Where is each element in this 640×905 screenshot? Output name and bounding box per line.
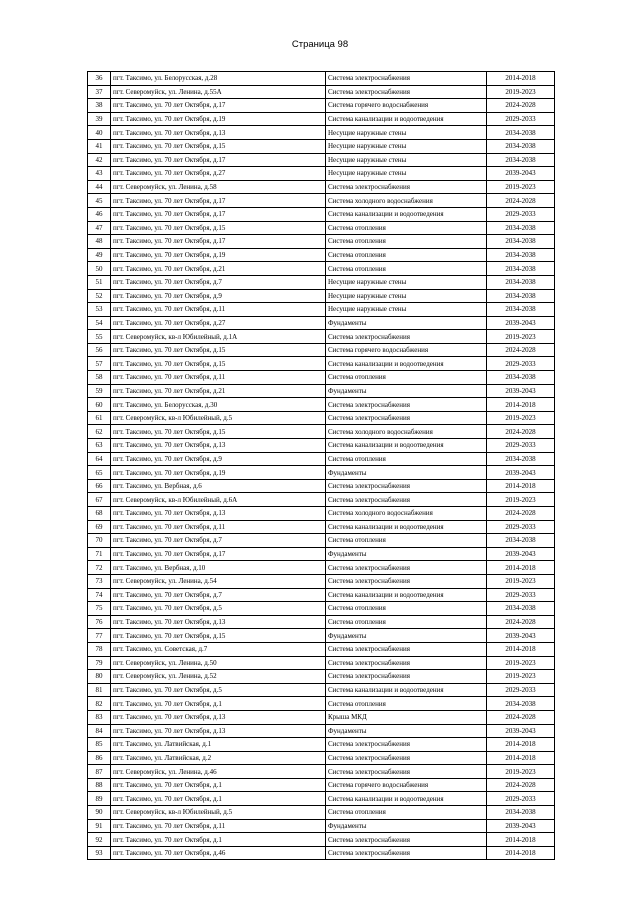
row-number-cell: 85 bbox=[88, 738, 111, 752]
table-row bbox=[88, 167, 555, 181]
address-cell: пгт. Таксимо, ул. 70 лет Октября, д.15 bbox=[111, 221, 326, 235]
row-number-cell: 74 bbox=[88, 588, 111, 602]
period-cell: 2034-2038 bbox=[487, 452, 555, 466]
system-cell: Система отопления bbox=[326, 262, 487, 276]
row-number-cell: 56 bbox=[88, 343, 111, 357]
period-cell: 2024-2028 bbox=[487, 507, 555, 521]
period-cell: 2039-2043 bbox=[487, 316, 555, 330]
table-row bbox=[88, 303, 555, 317]
address-cell: пгт. Таксимо, ул. 70 лет Октября, д.11 bbox=[111, 520, 326, 534]
period-cell: 2039-2043 bbox=[487, 466, 555, 480]
row-number-cell: 66 bbox=[88, 479, 111, 493]
row-number-cell: 57 bbox=[88, 357, 111, 371]
table-row bbox=[88, 765, 555, 779]
row-number-cell: 47 bbox=[88, 221, 111, 235]
table-row bbox=[88, 656, 555, 670]
address-cell: пгт. Таксимо, ул. 70 лет Октября, д.27 bbox=[111, 316, 326, 330]
period-cell: 2034-2038 bbox=[487, 262, 555, 276]
system-cell: Система горячего водоснабжения bbox=[326, 99, 487, 113]
address-cell: пгт. Таксимо, ул. 70 лет Октября, д.15 bbox=[111, 357, 326, 371]
address-cell: пгт. Северомуйск, кв-л Юбилейный, д.5 bbox=[111, 806, 326, 820]
system-cell: Система отопления bbox=[326, 452, 487, 466]
system-cell: Система электроснабжения bbox=[326, 846, 487, 860]
row-number-cell: 79 bbox=[88, 656, 111, 670]
address-cell: пгт. Таксимо, ул. Советская, д.7 bbox=[111, 642, 326, 656]
row-number-cell: 48 bbox=[88, 235, 111, 249]
row-number-cell: 55 bbox=[88, 330, 111, 344]
table-row bbox=[88, 507, 555, 521]
period-cell: 2039-2043 bbox=[487, 819, 555, 833]
system-cell: Несущие наружные стены bbox=[326, 275, 487, 289]
table-row bbox=[88, 697, 555, 711]
system-cell: Система канализации и водоотведения bbox=[326, 520, 487, 534]
table-row bbox=[88, 534, 555, 548]
table-row bbox=[88, 112, 555, 126]
period-cell: 2014-2018 bbox=[487, 72, 555, 86]
table-row bbox=[88, 99, 555, 113]
period-cell: 2014-2018 bbox=[487, 561, 555, 575]
address-cell: пгт. Таксимо, ул. 70 лет Октября, д.19 bbox=[111, 466, 326, 480]
row-number-cell: 75 bbox=[88, 602, 111, 616]
row-number-cell: 64 bbox=[88, 452, 111, 466]
table-row bbox=[88, 262, 555, 276]
address-cell: пгт. Таксимо, ул. Вербная, д.10 bbox=[111, 561, 326, 575]
period-cell: 2039-2043 bbox=[487, 724, 555, 738]
table-row bbox=[88, 289, 555, 303]
system-cell: Несущие наружные стены bbox=[326, 289, 487, 303]
table-row bbox=[88, 439, 555, 453]
system-cell: Система электроснабжения bbox=[326, 574, 487, 588]
period-cell: 2034-2038 bbox=[487, 248, 555, 262]
table-row bbox=[88, 833, 555, 847]
system-cell: Система канализации и водоотведения bbox=[326, 439, 487, 453]
row-number-cell: 51 bbox=[88, 275, 111, 289]
address-cell: пгт. Таксимо, ул. Белорусская, д.30 bbox=[111, 398, 326, 412]
table-row bbox=[88, 574, 555, 588]
address-cell: пгт. Таксимо, ул. 70 лет Октября, д.5 bbox=[111, 602, 326, 616]
row-number-cell: 40 bbox=[88, 126, 111, 140]
system-cell: Система электроснабжения bbox=[326, 561, 487, 575]
table-row bbox=[88, 738, 555, 752]
system-cell: Система электроснабжения bbox=[326, 670, 487, 684]
period-cell: 2039-2043 bbox=[487, 547, 555, 561]
period-cell: 2024-2028 bbox=[487, 194, 555, 208]
table-row bbox=[88, 602, 555, 616]
system-cell: Несущие наружные стены bbox=[326, 153, 487, 167]
system-cell: Система канализации и водоотведения bbox=[326, 207, 487, 221]
period-cell: 2034-2038 bbox=[487, 371, 555, 385]
address-cell: пгт. Северомуйск, ул. Ленина, д.52 bbox=[111, 670, 326, 684]
system-cell: Система горячего водоснабжения bbox=[326, 343, 487, 357]
period-cell: 2019-2023 bbox=[487, 411, 555, 425]
system-cell: Система электроснабжения bbox=[326, 833, 487, 847]
address-cell: пгт. Таксимо, ул. 70 лет Октября, д.1 bbox=[111, 833, 326, 847]
period-cell: 2029-2033 bbox=[487, 683, 555, 697]
address-cell: пгт. Таксимо, ул. 70 лет Октября, д.7 bbox=[111, 275, 326, 289]
period-cell: 2039-2043 bbox=[487, 384, 555, 398]
system-cell: Система холодного водоснабжения bbox=[326, 425, 487, 439]
address-cell: пгт. Таксимо, ул. 70 лет Октября, д.1 bbox=[111, 792, 326, 806]
row-number-cell: 42 bbox=[88, 153, 111, 167]
address-cell: пгт. Таксимо, ул. 70 лет Октября, д.7 bbox=[111, 534, 326, 548]
table-row bbox=[88, 642, 555, 656]
row-number-cell: 37 bbox=[88, 85, 111, 99]
period-cell: 2029-2033 bbox=[487, 112, 555, 126]
period-cell: 2019-2023 bbox=[487, 574, 555, 588]
row-number-cell: 68 bbox=[88, 507, 111, 521]
period-cell: 2024-2028 bbox=[487, 615, 555, 629]
system-cell: Система холодного водоснабжения bbox=[326, 194, 487, 208]
address-cell: пгт. Северомуйск, ул. Ленина, д.50 bbox=[111, 656, 326, 670]
table-row bbox=[88, 479, 555, 493]
table-row bbox=[88, 724, 555, 738]
period-cell: 2019-2023 bbox=[487, 656, 555, 670]
table-row bbox=[88, 629, 555, 643]
system-cell: Система электроснабжения bbox=[326, 330, 487, 344]
period-cell: 2019-2023 bbox=[487, 765, 555, 779]
table-row bbox=[88, 846, 555, 860]
address-cell: пгт. Таксимо, ул. 70 лет Октября, д.9 bbox=[111, 289, 326, 303]
table-row bbox=[88, 180, 555, 194]
period-cell: 2014-2018 bbox=[487, 751, 555, 765]
row-number-cell: 46 bbox=[88, 207, 111, 221]
table-row bbox=[88, 778, 555, 792]
address-cell: пгт. Таксимо, ул. 70 лет Октября, д.17 bbox=[111, 207, 326, 221]
period-cell: 2014-2018 bbox=[487, 738, 555, 752]
address-cell: пгт. Таксимо, ул. 70 лет Октября, д.15 bbox=[111, 629, 326, 643]
row-number-cell: 77 bbox=[88, 629, 111, 643]
table-row bbox=[88, 547, 555, 561]
system-cell: Система электроснабжения bbox=[326, 180, 487, 194]
period-cell: 2034-2038 bbox=[487, 153, 555, 167]
row-number-cell: 43 bbox=[88, 167, 111, 181]
address-cell: пгт. Северомуйск, ул. Ленина, д.54 bbox=[111, 574, 326, 588]
period-cell: 2019-2023 bbox=[487, 85, 555, 99]
address-cell: пгт. Таксимо, ул. 70 лет Октября, д.13 bbox=[111, 439, 326, 453]
row-number-cell: 61 bbox=[88, 411, 111, 425]
row-number-cell: 92 bbox=[88, 833, 111, 847]
table-row bbox=[88, 819, 555, 833]
address-cell: пгт. Таксимо, ул. 70 лет Октября, д.13 bbox=[111, 507, 326, 521]
address-cell: пгт. Северомуйск, ул. Ленина, д.46 bbox=[111, 765, 326, 779]
system-cell: Система отопления bbox=[326, 371, 487, 385]
period-cell: 2034-2038 bbox=[487, 221, 555, 235]
table-row bbox=[88, 371, 555, 385]
row-number-cell: 62 bbox=[88, 425, 111, 439]
period-cell: 2034-2038 bbox=[487, 139, 555, 153]
period-cell: 2019-2023 bbox=[487, 330, 555, 344]
period-cell: 2034-2038 bbox=[487, 602, 555, 616]
row-number-cell: 65 bbox=[88, 466, 111, 480]
table-row bbox=[88, 561, 555, 575]
row-number-cell: 41 bbox=[88, 139, 111, 153]
address-cell: пгт. Северомуйск, ул. Ленина, д.55А bbox=[111, 85, 326, 99]
address-cell: пгт. Таксимо, ул. 70 лет Октября, д.11 bbox=[111, 819, 326, 833]
system-cell: Система электроснабжения bbox=[326, 398, 487, 412]
table-row bbox=[88, 235, 555, 249]
row-number-cell: 89 bbox=[88, 792, 111, 806]
row-number-cell: 63 bbox=[88, 439, 111, 453]
period-cell: 2014-2018 bbox=[487, 479, 555, 493]
address-cell: пгт. Таксимо, ул. 70 лет Октября, д.19 bbox=[111, 112, 326, 126]
period-cell: 2034-2038 bbox=[487, 697, 555, 711]
address-cell: пгт. Таксимо, ул. 70 лет Октября, д.19 bbox=[111, 248, 326, 262]
row-number-cell: 88 bbox=[88, 778, 111, 792]
address-cell: пгт. Таксимо, ул. 70 лет Октября, д.17 bbox=[111, 547, 326, 561]
period-cell: 2024-2028 bbox=[487, 99, 555, 113]
row-number-cell: 72 bbox=[88, 561, 111, 575]
table-row bbox=[88, 792, 555, 806]
period-cell: 2034-2038 bbox=[487, 126, 555, 140]
system-cell: Фундаменты bbox=[326, 316, 487, 330]
row-number-cell: 86 bbox=[88, 751, 111, 765]
system-cell: Фундаменты bbox=[326, 547, 487, 561]
system-cell: Система отопления bbox=[326, 248, 487, 262]
system-cell: Несущие наружные стены bbox=[326, 139, 487, 153]
table-row bbox=[88, 683, 555, 697]
table-row bbox=[88, 670, 555, 684]
system-cell: Система отопления bbox=[326, 534, 487, 548]
address-cell: пгт. Таксимо, ул. 70 лет Октября, д.15 bbox=[111, 343, 326, 357]
system-cell: Система канализации и водоотведения bbox=[326, 112, 487, 126]
row-number-cell: 67 bbox=[88, 493, 111, 507]
table-row bbox=[88, 343, 555, 357]
table-row bbox=[88, 248, 555, 262]
period-cell: 2029-2033 bbox=[487, 588, 555, 602]
system-cell: Крыша МКД bbox=[326, 710, 487, 724]
system-cell: Система отопления bbox=[326, 615, 487, 629]
period-cell: 2029-2033 bbox=[487, 792, 555, 806]
address-cell: пгт. Северомуйск, ул. Ленина, д.58 bbox=[111, 180, 326, 194]
table-row bbox=[88, 615, 555, 629]
address-cell: пгт. Таксимо, ул. 70 лет Октября, д.13 bbox=[111, 615, 326, 629]
table-row bbox=[88, 330, 555, 344]
period-cell: 2029-2033 bbox=[487, 357, 555, 371]
row-number-cell: 78 bbox=[88, 642, 111, 656]
period-cell: 2034-2038 bbox=[487, 534, 555, 548]
period-cell: 2029-2033 bbox=[487, 207, 555, 221]
table-row bbox=[88, 194, 555, 208]
row-number-cell: 81 bbox=[88, 683, 111, 697]
row-number-cell: 71 bbox=[88, 547, 111, 561]
system-cell: Система канализации и водоотведения bbox=[326, 683, 487, 697]
system-cell: Несущие наружные стены bbox=[326, 303, 487, 317]
period-cell: 2019-2023 bbox=[487, 180, 555, 194]
table-row bbox=[88, 411, 555, 425]
system-cell: Система электроснабжения bbox=[326, 765, 487, 779]
repair-schedule-table bbox=[87, 71, 555, 860]
address-cell: пгт. Таксимо, ул. Белорусская, д.28 bbox=[111, 72, 326, 86]
period-cell: 2014-2018 bbox=[487, 642, 555, 656]
table-row bbox=[88, 806, 555, 820]
system-cell: Система электроснабжения bbox=[326, 85, 487, 99]
row-number-cell: 73 bbox=[88, 574, 111, 588]
address-cell: пгт. Таксимо, ул. 70 лет Октября, д.11 bbox=[111, 303, 326, 317]
address-cell: пгт. Таксимо, ул. 70 лет Октября, д.15 bbox=[111, 139, 326, 153]
system-cell: Система электроснабжения bbox=[326, 738, 487, 752]
address-cell: пгт. Таксимо, ул. 70 лет Октября, д.17 bbox=[111, 99, 326, 113]
row-number-cell: 53 bbox=[88, 303, 111, 317]
system-cell: Фундаменты bbox=[326, 466, 487, 480]
row-number-cell: 80 bbox=[88, 670, 111, 684]
row-number-cell: 91 bbox=[88, 819, 111, 833]
address-cell: пгт. Таксимо, ул. 70 лет Октября, д.21 bbox=[111, 384, 326, 398]
system-cell: Система отопления bbox=[326, 806, 487, 820]
table-row bbox=[88, 153, 555, 167]
address-cell: пгт. Таксимо, ул. Вербная, д.6 bbox=[111, 479, 326, 493]
period-cell: 2019-2023 bbox=[487, 493, 555, 507]
address-cell: пгт. Таксимо, ул. 70 лет Октября, д.1 bbox=[111, 778, 326, 792]
period-cell: 2034-2038 bbox=[487, 275, 555, 289]
system-cell: Фундаменты bbox=[326, 629, 487, 643]
system-cell: Фундаменты bbox=[326, 384, 487, 398]
table-row bbox=[88, 85, 555, 99]
table-row bbox=[88, 139, 555, 153]
period-cell: 2024-2028 bbox=[487, 778, 555, 792]
period-cell: 2034-2038 bbox=[487, 235, 555, 249]
system-cell: Система канализации и водоотведения bbox=[326, 588, 487, 602]
system-cell: Фундаменты bbox=[326, 819, 487, 833]
table-row bbox=[88, 493, 555, 507]
address-cell: пгт. Таксимо, ул. Латвийская, д.1 bbox=[111, 738, 326, 752]
system-cell: Система электроснабжения bbox=[326, 72, 487, 86]
row-number-cell: 38 bbox=[88, 99, 111, 113]
system-cell: Система электроснабжения bbox=[326, 751, 487, 765]
system-cell: Система электроснабжения bbox=[326, 642, 487, 656]
address-cell: пгт. Таксимо, ул. 70 лет Октября, д.9 bbox=[111, 452, 326, 466]
period-cell: 2034-2038 bbox=[487, 303, 555, 317]
row-number-cell: 87 bbox=[88, 765, 111, 779]
system-cell: Система электроснабжения bbox=[326, 479, 487, 493]
table-row bbox=[88, 588, 555, 602]
system-cell: Система электроснабжения bbox=[326, 411, 487, 425]
period-cell: 2024-2028 bbox=[487, 425, 555, 439]
period-cell: 2014-2018 bbox=[487, 846, 555, 860]
row-number-cell: 76 bbox=[88, 615, 111, 629]
system-cell: Система отопления bbox=[326, 221, 487, 235]
table-row bbox=[88, 126, 555, 140]
table-row bbox=[88, 207, 555, 221]
row-number-cell: 49 bbox=[88, 248, 111, 262]
system-cell: Система электроснабжения bbox=[326, 656, 487, 670]
address-cell: пгт. Северомуйск, кв-л Юбилейный, д.6А bbox=[111, 493, 326, 507]
period-cell: 2039-2043 bbox=[487, 167, 555, 181]
system-cell: Фундаменты bbox=[326, 724, 487, 738]
system-cell: Система канализации и водоотведения bbox=[326, 357, 487, 371]
table-row bbox=[88, 72, 555, 86]
period-cell: 2014-2018 bbox=[487, 833, 555, 847]
system-cell: Несущие наружные стены bbox=[326, 126, 487, 140]
address-cell: пгт. Таксимо, ул. 70 лет Октября, д.17 bbox=[111, 153, 326, 167]
period-cell: 2024-2028 bbox=[487, 710, 555, 724]
address-cell: пгт. Таксимо, ул. 70 лет Октября, д.13 bbox=[111, 710, 326, 724]
system-cell: Несущие наружные стены bbox=[326, 167, 487, 181]
table-body bbox=[88, 72, 555, 860]
address-cell: пгт. Таксимо, ул. 70 лет Октября, д.15 bbox=[111, 425, 326, 439]
address-cell: пгт. Таксимо, ул. 70 лет Октября, д.21 bbox=[111, 262, 326, 276]
row-number-cell: 50 bbox=[88, 262, 111, 276]
system-cell: Система электроснабжения bbox=[326, 493, 487, 507]
system-cell: Система холодного водоснабжения bbox=[326, 507, 487, 521]
table-row bbox=[88, 384, 555, 398]
period-cell: 2034-2038 bbox=[487, 806, 555, 820]
table-row bbox=[88, 275, 555, 289]
page-header: Страница 98 bbox=[291, 39, 349, 50]
table-row bbox=[88, 221, 555, 235]
period-cell: 2024-2028 bbox=[487, 343, 555, 357]
row-number-cell: 52 bbox=[88, 289, 111, 303]
address-cell: пгт. Северомуйск, кв-л Юбилейный, д.1А bbox=[111, 330, 326, 344]
table-row bbox=[88, 425, 555, 439]
table-row bbox=[88, 316, 555, 330]
row-number-cell: 45 bbox=[88, 194, 111, 208]
table-row bbox=[88, 520, 555, 534]
row-number-cell: 36 bbox=[88, 72, 111, 86]
system-cell: Система канализации и водоотведения bbox=[326, 792, 487, 806]
row-number-cell: 60 bbox=[88, 398, 111, 412]
address-cell: пгт. Таксимо, ул. 70 лет Октября, д.17 bbox=[111, 235, 326, 249]
period-cell: 2039-2043 bbox=[487, 629, 555, 643]
address-cell: пгт. Таксимо, ул. 70 лет Октября, д.7 bbox=[111, 588, 326, 602]
period-cell: 2029-2033 bbox=[487, 439, 555, 453]
address-cell: пгт. Таксимо, ул. 70 лет Октября, д.13 bbox=[111, 126, 326, 140]
system-cell: Система отопления bbox=[326, 697, 487, 711]
period-cell: 2014-2018 bbox=[487, 398, 555, 412]
system-cell: Система отопления bbox=[326, 235, 487, 249]
address-cell: пгт. Таксимо, ул. Латвийская, д.2 bbox=[111, 751, 326, 765]
table-row bbox=[88, 751, 555, 765]
table-row bbox=[88, 357, 555, 371]
row-number-cell: 69 bbox=[88, 520, 111, 534]
table-row bbox=[88, 452, 555, 466]
address-cell: пгт. Таксимо, ул. 70 лет Октября, д.46 bbox=[111, 846, 326, 860]
row-number-cell: 84 bbox=[88, 724, 111, 738]
address-cell: пгт. Таксимо, ул. 70 лет Октября, д.17 bbox=[111, 194, 326, 208]
table-row bbox=[88, 466, 555, 480]
address-cell: пгт. Таксимо, ул. 70 лет Октября, д.1 bbox=[111, 697, 326, 711]
row-number-cell: 59 bbox=[88, 384, 111, 398]
address-cell: пгт. Таксимо, ул. 70 лет Октября, д.11 bbox=[111, 371, 326, 385]
period-cell: 2019-2023 bbox=[487, 670, 555, 684]
row-number-cell: 90 bbox=[88, 806, 111, 820]
table-row bbox=[88, 398, 555, 412]
row-number-cell: 82 bbox=[88, 697, 111, 711]
address-cell: пгт. Северомуйск, кв-л Юбилейный, д.5 bbox=[111, 411, 326, 425]
address-cell: пгт. Таксимо, ул. 70 лет Октября, д.27 bbox=[111, 167, 326, 181]
row-number-cell: 93 bbox=[88, 846, 111, 860]
row-number-cell: 70 bbox=[88, 534, 111, 548]
period-cell: 2034-2038 bbox=[487, 289, 555, 303]
row-number-cell: 39 bbox=[88, 112, 111, 126]
row-number-cell: 58 bbox=[88, 371, 111, 385]
system-cell: Система горячего водоснабжения bbox=[326, 778, 487, 792]
system-cell: Система отопления bbox=[326, 602, 487, 616]
row-number-cell: 44 bbox=[88, 180, 111, 194]
period-cell: 2029-2033 bbox=[487, 520, 555, 534]
address-cell: пгт. Таксимо, ул. 70 лет Октября, д.5 bbox=[111, 683, 326, 697]
address-cell: пгт. Таксимо, ул. 70 лет Октября, д.13 bbox=[111, 724, 326, 738]
row-number-cell: 83 bbox=[88, 710, 111, 724]
row-number-cell: 54 bbox=[88, 316, 111, 330]
table-row bbox=[88, 710, 555, 724]
